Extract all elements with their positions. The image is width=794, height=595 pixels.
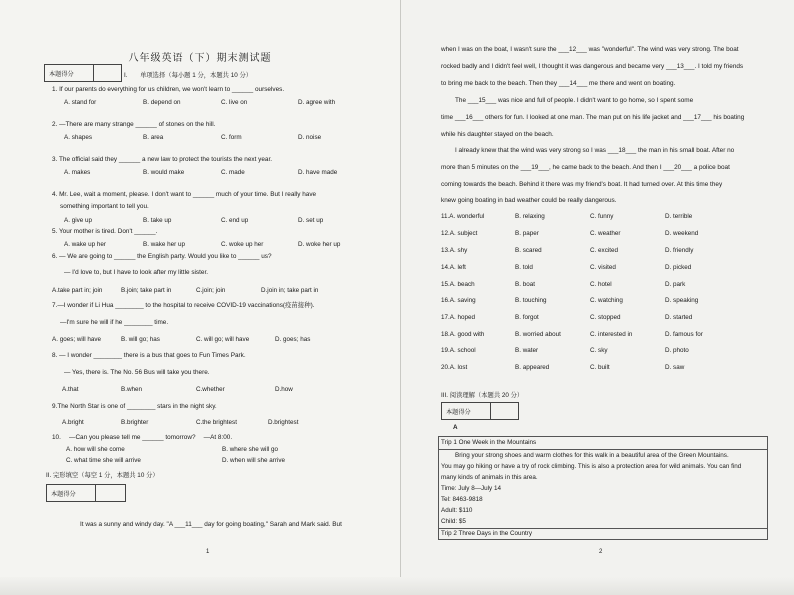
question-7: 7.—I wonder if Li Hua ________ to the hospital to receive COVID-19 vaccinations(疫苗接种). — [52, 302, 315, 309]
trip-1-desc: Bring your strong shoes and warm clothes for this walk in a beautiful area of the Green Mountains. — [455, 452, 729, 459]
option: 13.A. shy — [441, 247, 468, 254]
option: B. scared — [515, 247, 542, 254]
cloze-first-line: It was a sunny and windy day. "A ___11___ day for going boating," Sarah and Mark said. But — [80, 521, 342, 528]
option: B. take up — [143, 217, 172, 224]
question-4: 4. Mr. Lee, wait a moment, please. I don't want to ______ much of your time. But I really have — [52, 191, 317, 198]
option: D. noise — [298, 134, 322, 141]
option: C. live on — [221, 99, 248, 106]
trip-1-title: Trip 1 One Week in the Mountains — [441, 439, 537, 446]
option: B.brighter — [121, 419, 149, 426]
option: A. stand for — [64, 99, 97, 106]
option: B. will go; has — [121, 336, 160, 343]
option: 15.A. beach — [441, 281, 475, 288]
option: 18.A. good with — [441, 331, 485, 338]
option: A.that — [62, 386, 79, 393]
question-3: 3. The official said they ______ a new law to protect the tourists the next year. — [52, 156, 273, 163]
passage-line: knew going boating in bad weather could be really dangerous. — [441, 197, 617, 204]
option: D. agree with — [298, 99, 336, 106]
passage-line: I already knew that the wind was very strong so I was ___18___ the man in his small boat. After no — [455, 147, 735, 154]
question-7-reply: —I'm sure he will if he ________ time. — [60, 319, 169, 326]
option: 20.A. lost — [441, 364, 468, 371]
option: C.the brightest — [196, 419, 237, 426]
option: 12.A. subject — [441, 230, 478, 237]
option: B. appeared — [515, 364, 550, 371]
option: A. give up — [64, 217, 93, 224]
option: C. form — [221, 134, 242, 141]
option: C.join; join — [196, 287, 226, 294]
question-1: 1. If our parents do everything for us children, we won't learn to ______ ourselves. — [52, 86, 285, 93]
option: B. touching — [515, 297, 547, 304]
option: D. when will she arrive — [222, 457, 285, 464]
section-2-heading: II. 完形填空（每空 1 分，本题共 10 分） — [46, 472, 159, 479]
option: C. interested in — [590, 331, 633, 338]
option: C. weather — [590, 230, 621, 237]
option: B. paper — [515, 230, 539, 237]
option: D. have made — [298, 169, 338, 176]
option: D. friendly — [665, 247, 694, 254]
option: 17.A. hoped — [441, 314, 475, 321]
option: B.when — [121, 386, 143, 393]
question-6: 6. — We are going to ______ the English party. Would you like to ______ us? — [52, 253, 272, 260]
option: C. sky — [590, 347, 608, 354]
trip-1-child: Child: $5 — [441, 518, 466, 525]
passage-line: rocked badly and I didn't feel well, I thought it was dangerous and became very ___13___. I told my friends — [441, 63, 744, 70]
option: D. set up — [298, 217, 324, 224]
option: B. wake her up — [143, 241, 186, 248]
option: B. boat — [515, 281, 535, 288]
score-box-1 — [44, 64, 122, 82]
passage-line: time ___16___ others for fun. I looked at one man. The man put on his life jacket and ___17___ his boating — [441, 114, 745, 121]
option: D. speaking — [665, 297, 699, 304]
question-9: 9.The North Star is one of ________ stars in the night sky. — [52, 403, 217, 410]
trip-2-title: Trip 2 Three Days in the Country — [441, 530, 532, 537]
option: D.join in; take part in — [261, 287, 319, 294]
option: C. hotel — [590, 281, 612, 288]
option: D. terrible — [665, 213, 693, 220]
option: C. built — [590, 364, 610, 371]
question-8-reply: — Yes, there is. The No. 56 Bus will take you there. — [64, 369, 210, 376]
question-8: 8. — I wonder ________ there is a bus that goes to Fun Times Park. — [52, 352, 246, 359]
option: C. stopped — [590, 314, 621, 321]
option: C. excited — [590, 247, 618, 254]
trip-1-desc: many kinds of animals in this area. — [441, 474, 538, 481]
passage-line: coming towards the beach. Behind it there was my friend's boat. It had turned over. At this time they — [441, 181, 723, 188]
option: C. will go; will have — [196, 336, 250, 343]
passage-line: The ___15___ was nice and full of people. I didn't want to go home, so I spent some — [455, 97, 694, 104]
option: A.take part in; join — [52, 287, 103, 294]
section-1-heading: I. 单项选择（每小题 1 分，本题共 10 分） — [124, 72, 253, 79]
option: C.whether — [196, 386, 225, 393]
question-2: 2. —There are many strange ______ of stones on the hill. — [52, 121, 216, 128]
page-number-1: 1 — [206, 549, 210, 555]
option: B. worried about — [515, 331, 561, 338]
option: C. end up — [221, 217, 249, 224]
trip-1-adult: Adult: $110 — [441, 507, 473, 514]
passage-line: more than 5 minutes on the ___19___, he came back to the beach. And then I ___20___ a police boat — [441, 164, 730, 171]
question-5: 5. Your mother is tired. Don't ______. — [52, 228, 158, 235]
option: B. would make — [143, 169, 185, 176]
option: D. picked — [665, 264, 692, 271]
option: D. woke her up — [298, 241, 341, 248]
exam-title: 八年级英语（下）期末测试题 — [128, 53, 272, 64]
option: 11.A. wonderful — [441, 213, 485, 220]
option: C. funny — [590, 213, 614, 220]
option: D. photo — [665, 347, 689, 354]
option: 19.A. school — [441, 347, 476, 354]
passage-line: while his daughter stayed on the beach. — [441, 131, 554, 138]
score-label: 本题得分 — [47, 485, 96, 501]
question-4-cont: something important to tell you. — [60, 203, 149, 210]
option: B. forgot — [515, 314, 539, 321]
score-box-3 — [441, 402, 519, 420]
trip-table — [438, 436, 768, 540]
option: 16.A. saving — [441, 297, 476, 304]
passage-line: to bring me back to the beach. Then they ___14___ me there and went on boating. — [441, 80, 676, 87]
option: D. saw — [665, 364, 685, 371]
option: 14.A. left — [441, 264, 466, 271]
option: A. shapes — [64, 134, 93, 141]
option: A. wake up her — [64, 241, 107, 248]
section-3-heading: III. 阅读理解（本题共 20 分） — [441, 392, 524, 399]
option: B. told — [515, 264, 533, 271]
question-6-reply: — I'd love to, but I have to look after my little sister. — [64, 269, 209, 276]
option: D. famous for — [665, 331, 703, 338]
passage-line: when I was on the boat, I wasn't sure the ___12___ was "wonderful". The wind was very strong. The boat — [441, 46, 739, 53]
option: A. makes — [64, 169, 91, 176]
option: A. goes; will have — [52, 336, 102, 343]
option: D. park — [665, 281, 686, 288]
option: B. area — [143, 134, 164, 141]
option: C. watching — [590, 297, 623, 304]
option: C. visited — [590, 264, 616, 271]
option: C. woke up her — [221, 241, 264, 248]
part-a-label: A — [453, 424, 458, 431]
option: B. water — [515, 347, 539, 354]
option: D. weekend — [665, 230, 699, 237]
option: B.join; take part in — [121, 287, 172, 294]
score-label: 本题得分 — [442, 403, 491, 419]
trip-1-tel: Tel: 8463-9818 — [441, 496, 483, 503]
question-10: 10. —Can you please tell me ______ tomorrow? —At 8:00. — [52, 434, 233, 441]
option: B. depend on — [143, 99, 181, 106]
trip-1-desc: You may go hiking or have a try of rock climbing. This is also a protection area for wild animals. You can find — [441, 463, 742, 470]
option: D.how — [275, 386, 293, 393]
option: D.brightest — [268, 419, 299, 426]
option: B. relaxing — [515, 213, 545, 220]
paper-edge — [0, 577, 794, 595]
option: A.bright — [62, 419, 84, 426]
option: C. made — [221, 169, 245, 176]
page-number-2: 2 — [599, 549, 603, 555]
option: A. how will she come — [66, 446, 125, 453]
trip-1-time: Time: July 8—July 14 — [441, 485, 501, 492]
option: D. started — [665, 314, 693, 321]
score-label: 本题得分 — [45, 65, 94, 81]
option: C. what time she will arrive — [66, 457, 141, 464]
option: B. where she will go — [222, 446, 278, 453]
score-box-2 — [46, 484, 126, 502]
option: D. goes; has — [275, 336, 311, 343]
